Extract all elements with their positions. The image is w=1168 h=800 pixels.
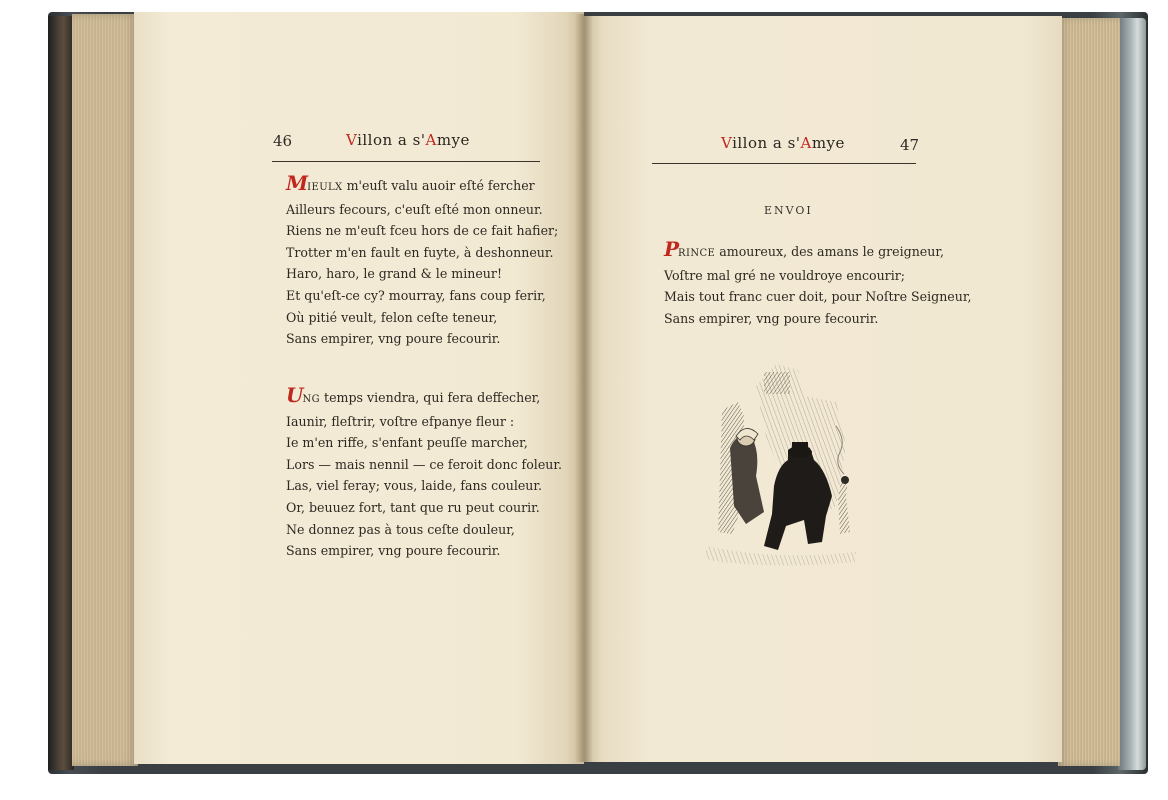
verse-line	[286, 385, 562, 411]
cover-edge-left	[48, 16, 74, 770]
verse-line: Riens ne m'euſt fceu hors de ce fait hafier;	[286, 223, 559, 239]
verse-text: m'euſt valu auoir eſté fercher	[342, 178, 535, 193]
lead-small-caps: RINCE	[678, 248, 716, 259]
right-title-part-2: mye	[811, 134, 845, 152]
verse-line: Sans empirer, vng poure fecourir.	[286, 331, 501, 347]
left-stanza-2	[286, 385, 562, 562]
drop-cap: M	[286, 171, 308, 195]
verse-line: Et qu'eſt-ce cy? mourray, fans coup ferir,	[286, 287, 546, 303]
verse-line	[286, 173, 558, 199]
drop-cap: U	[286, 383, 303, 407]
page-stack-right	[1058, 18, 1120, 766]
left-running-title	[346, 131, 470, 149]
verse-line: Trotter m'en fault en fuyte, à deshonneur.	[286, 244, 554, 260]
envoi-heading: ENVOI	[764, 204, 813, 217]
left-title-part-2: mye	[436, 131, 470, 149]
verse-line: Voſtre mal gré ne vouldroye encourir;	[664, 267, 905, 283]
envoi-stanza	[664, 239, 972, 329]
page-stack-left	[72, 14, 138, 766]
left-stanza-1	[286, 173, 558, 350]
left-title-initial-a: A	[425, 131, 437, 149]
verse-line: Ie m'en riffe, s'enfant peuſſe marcher,	[286, 435, 528, 451]
verse-line: Lors — mais nennil — ce feroit donc foleur.	[286, 456, 563, 472]
right-title-part-1: illon a s'	[732, 134, 801, 152]
cover-edge-right	[1118, 18, 1146, 770]
right-title-initial-v: V	[721, 134, 733, 152]
right-page-number: 47	[900, 136, 920, 154]
verse-line: Sans empirer, vng poure fecourir.	[664, 310, 879, 326]
verse-line: Las, viel feray; vous, laide, fans couleur.	[286, 478, 543, 494]
verse-line: Ne donnez pas à tous ceſte douleur,	[286, 521, 515, 537]
right-title-initial-a: A	[800, 134, 812, 152]
verse-line: Or, beuuez fort, tant que ru peut courir.	[286, 499, 540, 515]
engraving-illustration	[686, 356, 862, 568]
left-page-number: 46	[273, 132, 293, 150]
verse-line	[664, 239, 972, 265]
verse-text: amoureux, des amans le greigneur,	[715, 244, 945, 259]
verse-line: Mais tout franc cuer doit, pour Noſtre Seigneur,	[664, 289, 972, 305]
left-header-rule	[272, 161, 540, 162]
lead-small-caps: NG	[302, 394, 320, 405]
verse-line: Ailleurs fecours, c'euſt eſté mon onneur.	[286, 201, 543, 217]
right-header-rule	[652, 163, 916, 164]
drop-cap: P	[664, 237, 679, 261]
verse-line: Haro, haro, le grand & le mineur!	[286, 266, 503, 282]
book-gutter	[575, 14, 593, 762]
verse-line: Sans empirer, vng poure fecourir.	[286, 543, 501, 559]
lead-small-caps: IEULX	[307, 182, 343, 193]
verse-line: Iaunir, fleſtrir, voſtre efpanye fleur :	[286, 413, 515, 429]
verse-line: Où pitié veult, felon ceſte teneur,	[286, 309, 498, 325]
left-title-initial-v: V	[346, 131, 358, 149]
right-running-title	[721, 134, 845, 152]
verse-text: temps viendra, qui fera deffecher,	[320, 390, 541, 405]
left-title-part-1: illon a s'	[357, 131, 426, 149]
